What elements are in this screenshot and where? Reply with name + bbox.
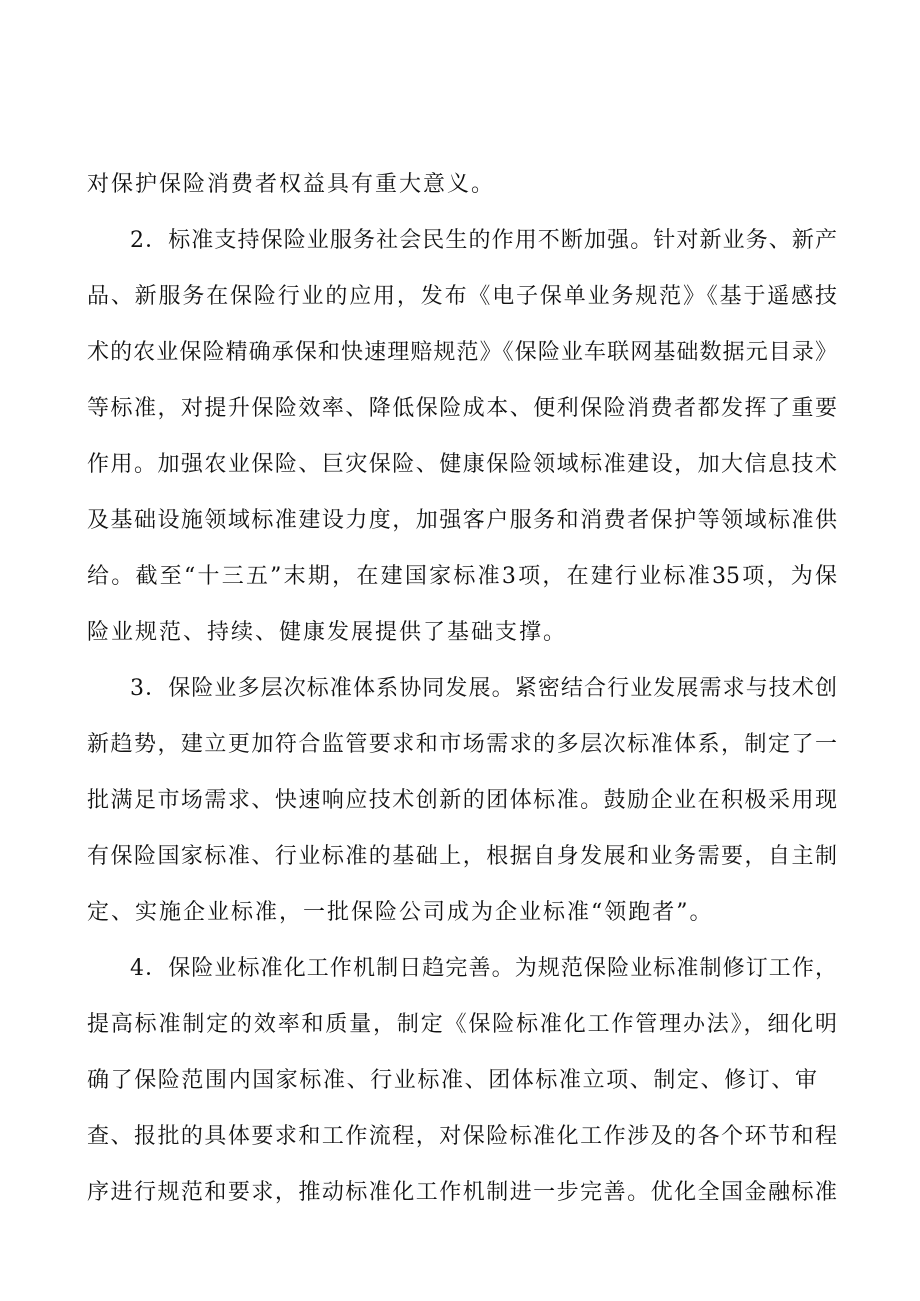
paragraph-2-line-7: 给。截至“十三五”末期，在建国家标准3项，在建行业标准35项，为保 <box>87 564 837 589</box>
paragraph-4-line-2: 提高标准制定的效率和质量，制定《保险标准化工作管理办法》，细化明 <box>87 1012 837 1037</box>
paragraph-3-line-3: 批满足市场需求、快速响应技术创新的团体标准。鼓励企业在积极采用现 <box>87 788 837 813</box>
paragraph-4-line-1: 4．保险业标准化工作机制日趋完善。为规范保险业标准制修订工作， <box>130 956 837 981</box>
paragraph-4-line-4: 查、报批的具体要求和工作流程，对保险标准化工作涉及的各个环节和程 <box>87 1124 837 1149</box>
paragraph-2-line-4: 等标准，对提升保险效率、降低保险成本、便利保险消费者都发挥了重要 <box>87 396 837 421</box>
paragraph-1-line-1: 对保护保险消费者权益具有重大意义。 <box>87 172 496 197</box>
paragraph-3-line-1: 3．保险业多层次标准体系协同发展。紧密结合行业发展需求与技术创 <box>130 676 837 701</box>
paragraph-2-line-8: 险业规范、持续、健康发展提供了基础支撑。 <box>87 620 568 645</box>
paragraph-4-line-3: 确了保险范围内国家标准、行业标准、团体标准立项、制定、修订、审 <box>87 1068 817 1093</box>
paragraph-4-line-5: 序进行规范和要求，推动标准化工作机制进一步完善。优化全国金融标准 <box>87 1180 837 1205</box>
paragraph-2-line-6: 及基础设施领域标准建设力度，加强客户服务和消费者保护等领域标准供 <box>87 508 837 533</box>
paragraph-3-line-5: 定、实施企业标准，一批保险公司成为企业标准“领跑者”。 <box>87 900 714 925</box>
paragraph-2-line-2: 品、新服务在保险行业的应用，发布《电子保单业务规范》《基于遥感技 <box>87 284 837 309</box>
paragraph-3-line-4: 有保险国家标准、行业标准的基础上，根据自身发展和业务需要，自主制 <box>87 844 837 869</box>
paragraph-2-line-1: 2．标准支持保险业服务社会民生的作用不断加强。针对新业务、新产 <box>130 228 837 253</box>
paragraph-2-line-3: 术的农业保险精确承保和快速理赔规范》《保险业车联网基础数据元目录》 <box>87 340 837 365</box>
paragraph-2-line-5: 作用。加强农业保险、巨灾保险、健康保险领域标准建设，加大信息技术 <box>87 452 837 477</box>
paragraph-3-line-2: 新趋势，建立更加符合监管要求和市场需求的多层次标准体系，制定了一 <box>87 732 837 757</box>
